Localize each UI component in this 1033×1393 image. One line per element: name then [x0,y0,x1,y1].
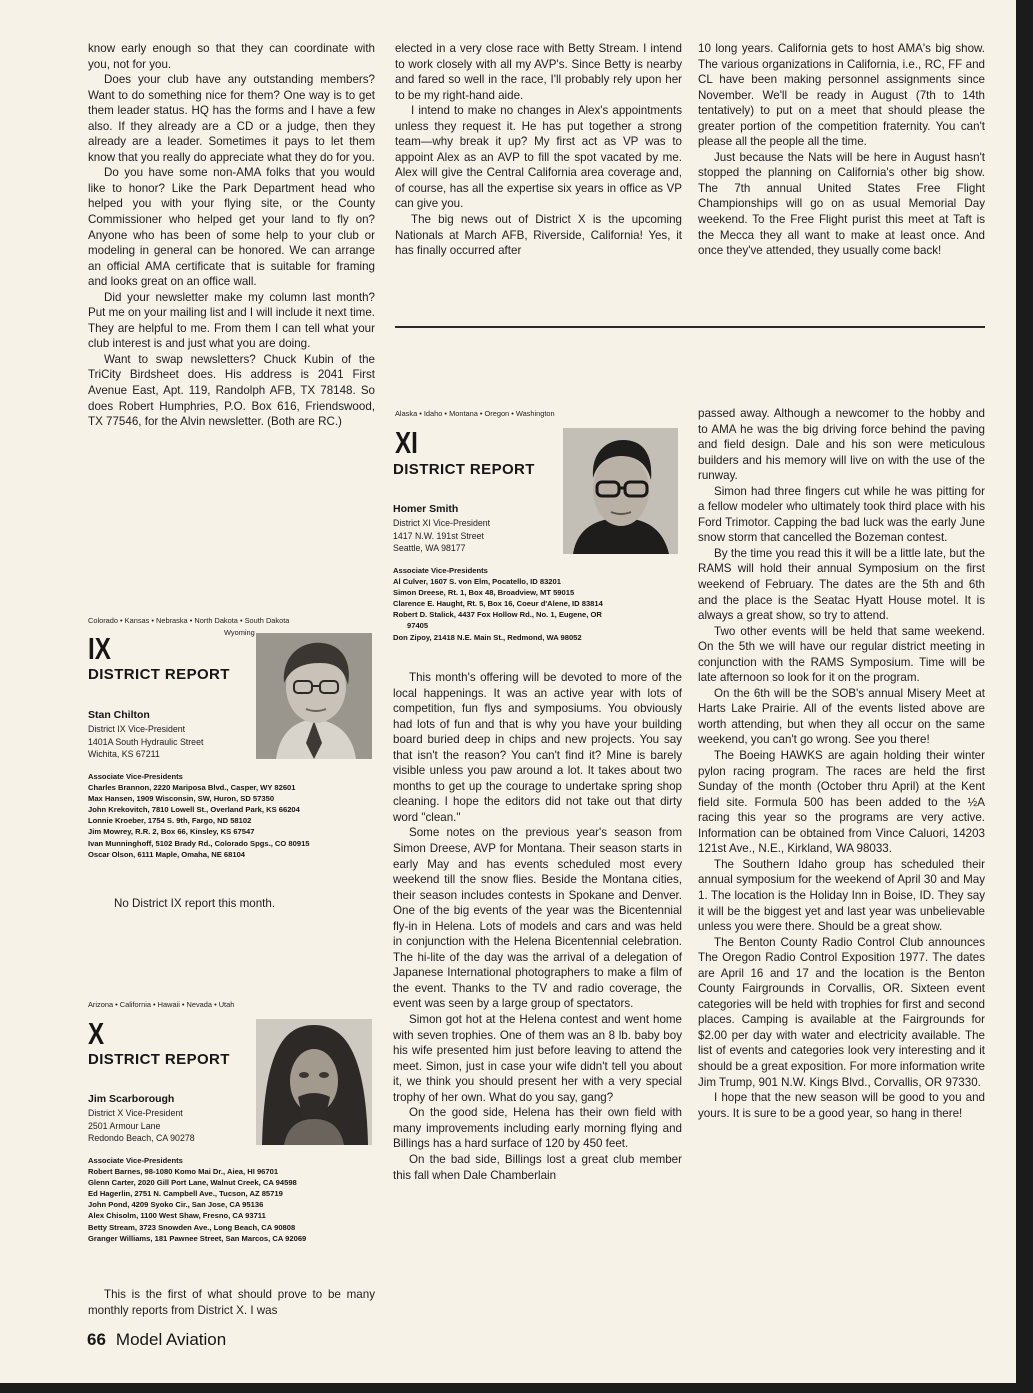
portrait-image [256,633,372,759]
avp-entry: John Pond, 4209 Syoko Cir., San Jose, CA 95136 [88,1200,264,1210]
address-line: District IX Vice-President [88,724,186,734]
column-2-top-text [395,41,682,259]
district-xi-vp-photo [563,428,678,554]
district-ix-vp-photo [256,633,372,759]
district-ix-avp-list [88,771,310,860]
avp-entry: Max Hansen, 1909 Wisconsin, SW, Huron, SD 57350 [88,794,275,804]
avp-entry: Oscar Olson, 6111 Maple, Omaha, NE 68104 [88,849,246,859]
district-xi-avp-list [393,565,603,643]
section-divider [395,326,985,328]
paragraph: Two other events will be held that same weekend. On the 5th we will have our regular district meeting in conjunction with the RAMS Symposium. Time will be late afternoon so look for it on the program. [698,624,985,685]
district-ix-vp-address [88,723,203,761]
avp-entry: Simon Dreese, Rt. 1, Box 48, Broadview, MT 59015 [393,588,575,598]
district-x-number: X [88,1016,105,1051]
district-ix-states: Colorado • Kansas • Nebraska • North Dakota • South Dakota [88,616,290,625]
paragraph: Just because the Nats will be here in August hasn't stopped the planning on California's other big show. The 7th annual United States Free Flight Championships will go on as usual Memorial Day weekend. To the Free Flight purist this meet at Taft is the Mecca they all want to make at least once. And once they've attended, they usually come back! [698,150,985,258]
district-xi-title: DISTRICT REPORT [393,461,535,478]
paragraph: know early enough so that they can coordinate with you, not for you. [88,42,375,71]
magazine-name: Model Aviation [115,1330,227,1349]
avp-entry: Ivan Munninghoff, 5102 Brady Rd., Colorado Spgs., CO 80915 [88,838,310,848]
paragraph: Do you have some non-AMA folks that you would like to honor? Like the Park Department head who helped you with your flying site, or the County Commissioner who helped get your land to fly on? Anyone who has been of some help to your club or modeling in general can be honored. We can arrange an official AMA certificate that is suitable for framing and looks great on an office wall. [88,166,375,289]
column-1-text [88,41,375,430]
paragraph: 10 long years. California gets to host AMA's big show. The various organizations in California, i.e., RC, FF and CL have been making personnel assignments since November. We'll be ready in August (7th to 14th tentatively) to put on a meet that should please the greater portion of the competition fraternity. You can't please all the people all the time. [698,42,985,149]
avp-entry: Don Zipoy, 21418 N.E. Main St., Redmond, WA 98052 [393,632,582,642]
paragraph: Some notes on the previous year's season from Simon Dreese, AVP for Montana. Their season starts in early May and has events scheduled most every weekend till the snow flies. Beside the Montana cities, their season includes contests in Spokane and Denver. One of the big events of the year was the Bicentennial fly-in in Helena. Lots of models and cars and was held in conjunction with the Helena Bicentennial celebration. The hi-lite of the day was the arrival of a delegation of Japanese International photographers to make a film of the event. Thanks to the TV and radio coverage, the event was seen by a large group of spectators. [393,826,682,1011]
address-line: Redondo Beach, CA 90278 [88,1133,195,1144]
address-line: 1417 N.W. 191st Street [393,530,484,541]
avp-entry: Granger Williams, 181 Pawnee Street, San Marcos, CA 92069 [88,1233,307,1243]
avp-heading: Associate Vice-Presidents [393,566,488,575]
district-xi-vp-name: Homer Smith [393,503,459,515]
district-x-avp-list [88,1155,306,1244]
paragraph: I intend to make no changes in Alex's appointments unless they request it. He has put together a strong team—why break it up? My first act as VP was to appoint Alex as an AVP to fill the spot vacated by me. Alex will give the Central California area coverage and, of course, has all the expertise six years in office as VP can give you. [395,104,682,211]
paragraph: By the time you read this it will be a little late, but the RAMS will hold their annual Symposium on the first weekend of February. The dates are the 5th and 6th and the place is the Seatac Hyatt House motel. It is always a great show, so try to attend. [698,546,985,623]
paragraph: On the good side, Helena has their own field with many improvements including early morning flying and Billings has a hard surface of 120 by 450 feet. [393,1106,682,1151]
paragraph: Simon got hot at the Helena contest and went home with seven trophies. One of them was an 8 lb. baby boy his wife presented him just before leaving to attend the meet. Simon, just in case your wife didn't tell you about it, we think you should present her with a very special trophy of her own. What do you say, gang? [393,1013,682,1104]
paragraph: elected in a very close race with Betty Stream. I intend to work closely with all my AVP's. Since Betty is nearby and fared so well in the race, I'll probably rely upon her to be my right-hand aide. [395,42,682,102]
paragraph: This is the first of what should prove to be many monthly reports from District X. I was [88,1288,375,1317]
paragraph: The Boeing HAWKS are again holding their winter pylon racing program. The races are held the first Sunday of the month (October thru April) at the Kent field site. Formula 500 has been added to the ½A racing this year so the programs are very active. Information can be obtained from Vince Caluori, 14203 121st Ave., N.E., Kirkland, WA 98033. [698,749,985,856]
district-xi-column-2 [393,670,682,1183]
page-number: 66 [87,1330,106,1349]
avp-entry: Jim Mowrey, R.R. 2, Box 66, Kinsley, KS 67547 [88,827,255,837]
district-x-vp-name: Jim Scarborough [88,1093,175,1105]
paragraph: The Benton County Radio Control Club announces The Oregon Radio Control Exposition 1977. The dates are April 16 and 17 and the location is the Benton County Fairgrounds in Corvallis, OR. Sixteen event categories will be held with trophies for first and second places. Camping is available at the Fairgrounds for $2.00 per day with water and electricity available. The list of events and categories look very interesting and it should be a great exposition. For more information write Jim Trump, 901 N.W. Kings Blvd., Corvallis, OR 97330. [698,935,985,1089]
district-ix-title: DISTRICT REPORT [88,666,230,683]
column-3-top-text [698,41,985,259]
avp-heading: Associate Vice-Presidents [88,772,183,781]
district-xi-states: Alaska • Idaho • Montana • Oregon • Washington [395,409,555,418]
paragraph: Simon had three fingers cut while he was pitting for a fellow modeler who ultimately took third place with his Ford Trimotor. Capping the bad luck was the early June snow storm that cancelled the Bozeman contest. [698,484,985,545]
district-ix-vp-name: Stan Chilton [88,709,150,721]
district-xi-vp-address [393,517,490,555]
avp-entry: Betty Stream, 3723 Snowden Ave., Long Beach, CA 90808 [88,1222,296,1232]
avp-entry: Clarence E. Haught, Rt. 5, Box 16, Coeur d'Alene, ID 83814 [393,599,603,609]
district-x-title: DISTRICT REPORT [88,1051,230,1068]
paragraph: The Southern Idaho group has scheduled their annual symposium for the weekend of April 30 and May 1. The location is the Holiday Inn in Boise, ID. They say it will be the biggest yet and last year was unbelievable unless you were there. Should be a great show. [698,857,985,934]
district-xi-number: XI [395,425,418,460]
paragraph: On the 6th will be the SOB's annual Misery Meet at Harts Lake Prairie. All of the events listed above are worth attending, but when they all occur on the same weekend, you can't go wrong. See you there! [698,686,985,747]
paragraph: passed away. Although a newcomer to the hobby and to AMA he was the big driving force behind the paving and field design. Dale and his son were meticulous builders and his memory will live on with the use of the runway. [698,407,985,483]
avp-entry: Robert D. Stalick, 4437 Fox Hollow Rd., No. 1, Eugene, OR [393,610,602,620]
portrait-image [563,428,678,554]
paragraph: I hope that the new season will be good to you and yours. It is sure to be a good year, so hang in there! [698,1091,985,1120]
district-x-vp-photo [256,1019,372,1145]
district-ix-number: IX [88,631,111,666]
paragraph: The big news out of District X is the upcoming Nationals at March AFB, Riverside, California! Yes, it has finally occurred after [395,213,682,258]
district-x-states: Arizona • California • Hawaii • Nevada • Utah [88,1000,235,1009]
district-x-intro [88,1287,375,1318]
paragraph: On the bad side, Billings lost a great club member this fall when Dale Chamberlain [393,1152,682,1182]
avp-entry: Glenn Carter, 2020 Gill Port Lane, Walnut Creek, CA 94598 [88,1178,297,1188]
avp-heading: Associate Vice-Presidents [88,1156,183,1165]
address-line: Seattle, WA 98177 [393,543,466,554]
avp-entry: 97405 [407,621,429,631]
avp-entry: Lonnie Kroeber, 1754 S. 9th, Fargo, ND 58102 [88,816,252,826]
address-line: District XI Vice-President [393,518,491,528]
paragraph: Want to swap newsletters? Chuck Kubin of the TriCity Birdsheet does. His address is 2041 First Avenue East, Apt. 119, Randolph AFB, TX 78148. So does Robert Humphries, P.O. Box 616, Friendswood, TX 77546, for the Alvin newsletter. (Both are RC.) [88,352,375,429]
page-footer [87,1330,226,1350]
portrait-image [256,1019,372,1145]
avp-entry: Charles Brannon, 2220 Mariposa Blvd., Casper, WY 82601 [88,783,296,793]
district-ix-no-report: No District IX report this month. [114,897,276,910]
avp-entry: Al Culver, 1607 S. von Elm, Pocatello, ID 83201 [393,577,561,587]
avp-entry: John Krekovitch, 7810 Lowell St., Overland Park, KS 66204 [88,805,300,815]
avp-entry: Ed Hagerlin, 2751 N. Campbell Ave., Tucson, AZ 85719 [88,1189,283,1199]
address-line: 2501 Armour Lane [88,1120,161,1131]
address-line: District X Vice-President [88,1108,183,1118]
address-line: 1401A South Hydraulic Street [88,736,204,747]
paragraph: Does your club have any outstanding members? Want to do something nice for them? One way is to get them leader status. HQ has the forms and I have a few also. If they already are a CD or a judge, then they already are a leader. Sometimes it pays to let them know that you really do appreciate what they do for you. [88,73,375,164]
address-line: Wichita, KS 67211 [88,749,160,760]
avp-entry: Alex Chisolm, 1100 West Shaw, Fresno, CA 93711 [88,1211,266,1221]
district-ix-states-cont: Wyoming [224,628,255,637]
paragraph: This month's offering will be devoted to more of the local happenings. It was an active year with lots of competition, fun flys and symposiums. You obviously had lots of fun and that is why you have your building board buried deep in chips and new projects. You say that isn't the reason? You can't find it? Mine is barely visible unless you paw around a lot. It takes about two months to get up the courage to undertake spring shop cleaning. I hope the editors did not take out that dirty word "clean." [393,671,682,824]
paragraph: Did your newsletter make my column last month? Put me on your mailing list and I will include it next time. They are helpful to me. From them I can tell what your club interest is and just what you are doing. [88,290,375,351]
avp-entry: Robert Barnes, 98-1080 Komo Mai Dr., Aiea, HI 96701 [88,1167,279,1177]
district-xi-column-3 [698,406,985,1121]
district-x-vp-address [88,1107,195,1145]
